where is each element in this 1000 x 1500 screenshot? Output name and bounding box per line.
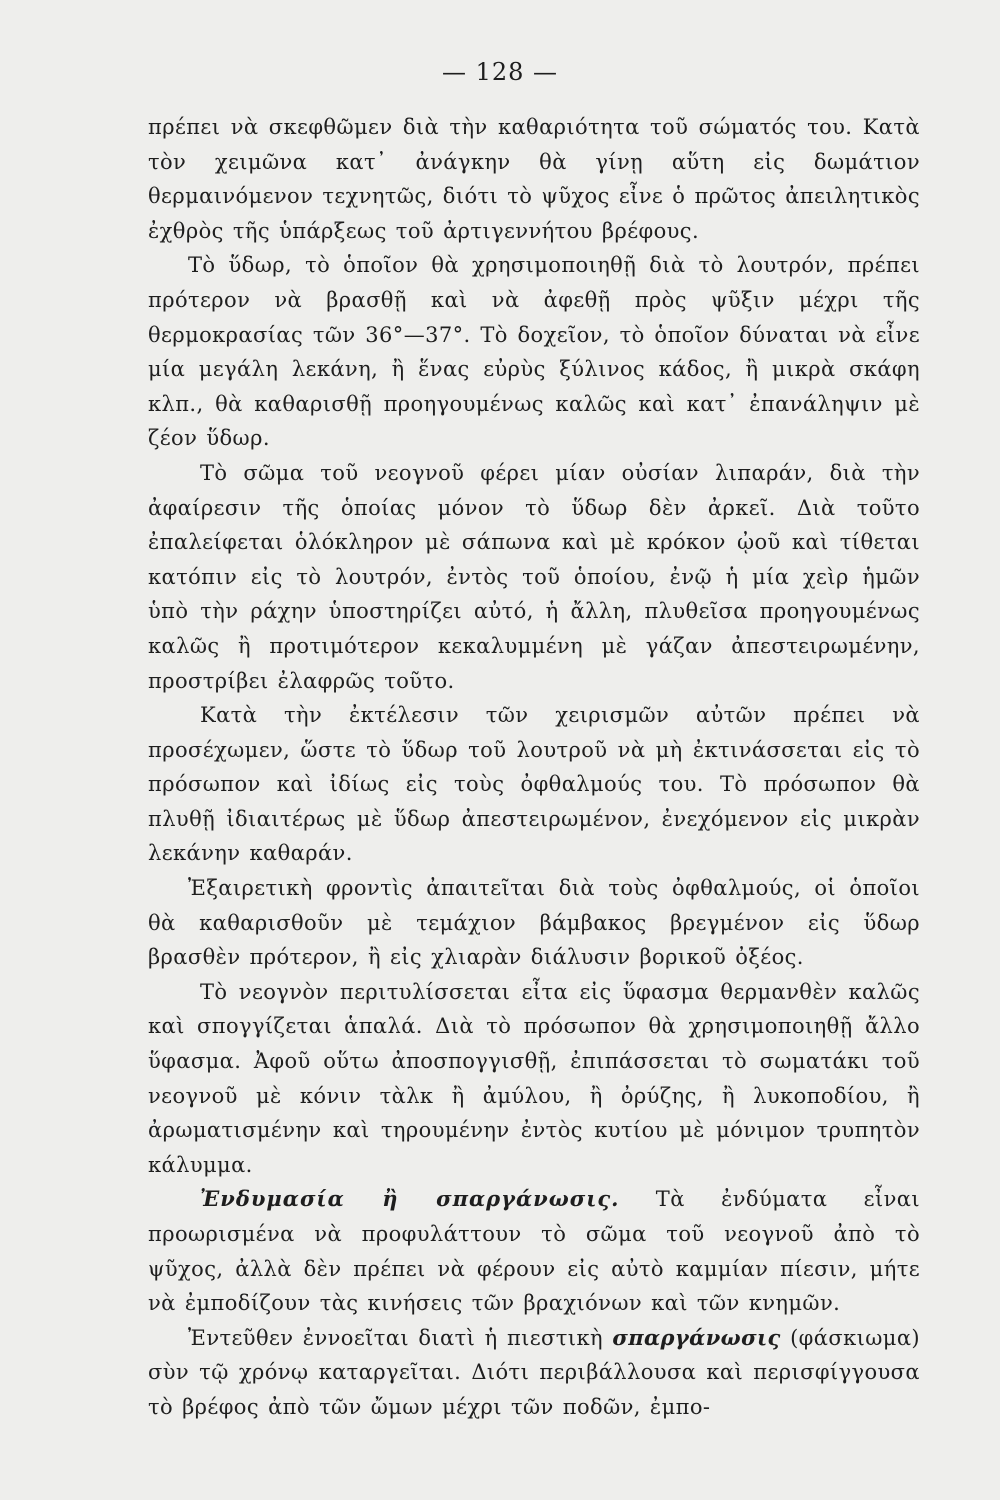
paragraph-eyes: Ἐξαιρετικὴ φροντὶς ἀπαιτεῖται διὰ τοὺς ὀφθαλμούς, οἱ ὁποῖοι θὰ καθαρισθοῦν μὲ τεμάχιον βάμβακος βρεγμένον εἰς ὕδωρ βρασθὲν πρότερον, ἢ εἰς χλιαρὰν διάλυσιν βορικοῦ ὀξέος. — [148, 876, 920, 970]
paragraph-face-care: Κατὰ τὴν ἐκτέλεσιν τῶν χειρισμῶν αὐτῶν πρέπει νὰ προσέχωμεν, ὥστε τὸ ὕδωρ τοῦ λουτροῦ νὰ μὴ ἐκτινάσσεται εἰς τὸ πρόσωπον καὶ ἰδίως εἰς τοὺς ὀφθαλμούς του. Τὸ πρόσωπον θὰ πλυθῇ ἰδιαιτέρως μὲ ὕδωρ ἀπεστειρωμένον, ἐνεχόμενον εἰς μικρὰν λεκάνην καθαράν. — [148, 703, 920, 866]
swaddling-emphasis: σπαργάνωσις — [612, 1324, 781, 1350]
body-text — [148, 110, 920, 1425]
paragraph-drying: Τὸ νεογνὸν περιτυλίσσεται εἶτα εἰς ὕφασμα θερμανθὲν καλῶς καὶ σπογγίζεται ἁπαλά. Διὰ τὸ πρόσωπον θὰ χρησιμοποιηθῇ ἄλλο ὕφασμα. Ἀφοῦ οὕτω ἀποσπογγισθῇ, ἐπιπάσσεται τὸ σωματάκι τοῦ νεογνοῦ μὲ κόνιν τὰλκ ἢ ἀμύλου, ἢ ὀρύζης, ἢ λυκοποδίου, ἢ ἀρωματισμένην καὶ τηρουμένην ἐντὸς κυτίου μὲ μόνιμον τρυπητὸν κάλυμμα. — [148, 979, 920, 1177]
paragraph-body-oil: Τὸ σῶμα τοῦ νεογνοῦ φέρει μίαν οὐσίαν λιπαράν, διὰ τὴν ἀφαίρεσιν τῆς ὁποίας μόνον τὸ ὕδωρ δὲν ἀρκεῖ. Διὰ τοῦτο ἐπαλείφεται ὁλόκληρον μὲ σάπωνα καὶ μὲ κρόκον ᾠοῦ καὶ τίθεται κατόπιν εἰς τὸ λουτρόν, ἐντὸς τοῦ ὁποίου, ἐνῷ ἡ μία χεὶρ ἡμῶν ὑπὸ τὴν ράχην ὑποστηρίζει αὐτό, ἡ ἄλλη, πλυθεῖσα προηγουμένως καλῶς ἢ προτιμότερον κεκαλυμμένη μὲ γάζαν ἀπεστειρωμένην, προστρίβει ἐλαφρῶς τοῦτο. — [148, 460, 920, 693]
paragraph-swaddling — [148, 1321, 920, 1425]
page-number: — 128 — — [441, 58, 559, 86]
paragraph-water: Τὸ ὕδωρ, τὸ ὁποῖον θὰ χρησιμοποιηθῇ διὰ τὸ λουτρόν, πρέπει πρότερον νὰ βρασθῇ καὶ νὰ ἀφεθῇ πρὸς ψῦξιν μέχρι τῆς θερμοκρασίας τῶν 36°—37°. Τὸ δοχεῖον, τὸ ὁποῖον δύναται νὰ εἶνε μία μεγάλη λεκάνη, ἢ ἕνας εὐρὺς ξύλινος κάδος, ἢ μικρὰ σκάφη κλπ., θὰ καθαρισθῇ προηγουμένως καλῶς καὶ κατ᾽ ἐπανάληψιν μὲ ζέον ὕδωρ. — [148, 253, 920, 451]
swaddling-text-before: Ἐντεῦθεν ἐννοεῖται διατὶ ἡ πιεστικὴ — [188, 1325, 603, 1350]
section-text: Τὰ ἐνδύματα εἶναι προωρισμένα νὰ προφυλάττουν τὸ σῶμα τοῦ νεογνοῦ ἀπὸ τὸ ψῦχος, ἀλλὰ δὲν πρέπει νὰ φέρουν εἰς αὐτὸ καμμίαν πίεσιν, μήτε νὰ ἐμποδίζουν τὰς κινήσεις τῶν βραχιόνων καὶ τῶν κνημῶν. — [148, 1187, 920, 1316]
section-heading: Ἐνδυμασία ἢ σπαργάνωσις. — [200, 1186, 620, 1212]
paragraph-continued: πρέπει νὰ σκεφθῶμεν διὰ τὴν καθαριότητα τοῦ σώματός του. Κατὰ τὸν χειμῶνα κατ᾽ ἀνάγκην θὰ γίνῃ αὕτη εἰς δωμάτιον θερμαινόμενον τεχνητῶς, διότι τὸ ψῦχος εἶνε ὁ πρῶτος ἀπειλητικὸς ἐχθρὸς τῆς ὑπάρξεως τοῦ ἀρτιγεννήτου βρέφους. — [148, 115, 920, 243]
paragraph-clothing — [148, 1182, 920, 1320]
swaddling-text-after: (φάσκιωμα) σὺν τῷ χρόνῳ καταργεῖται. Διότι περιβάλλουσα καὶ περισφίγγουσα τὸ βρέφος ἀπὸ τῶν ὤμων μέχρι τῶν ποδῶν, ἐμπο- — [148, 1325, 920, 1419]
